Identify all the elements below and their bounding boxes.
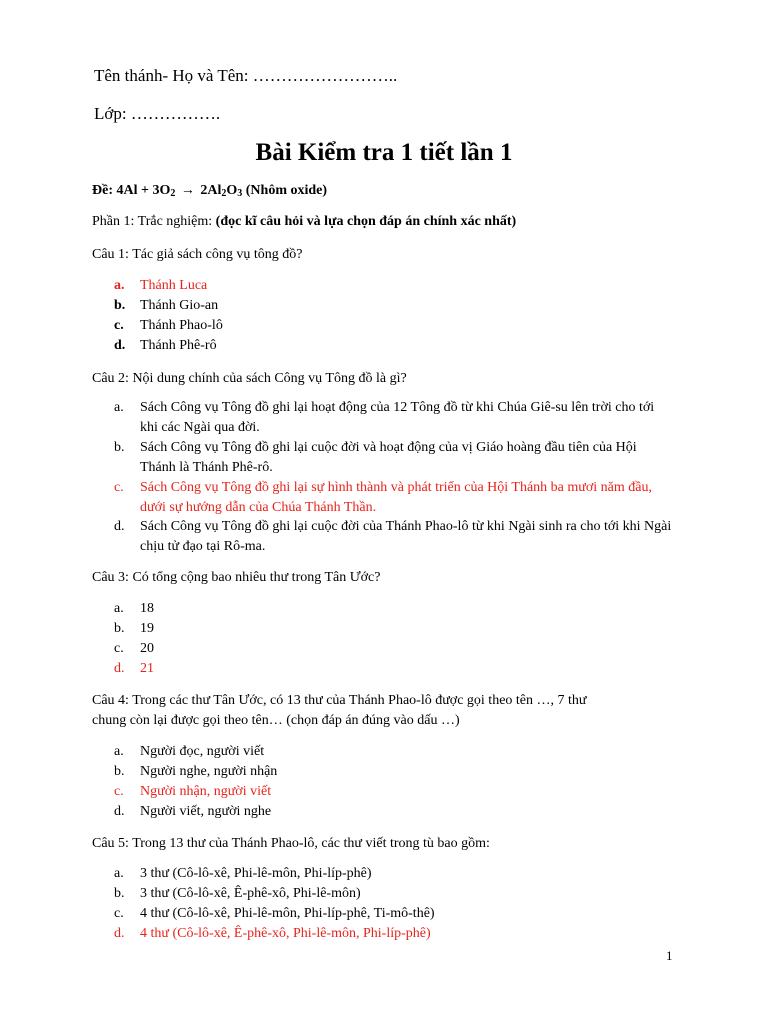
option-text: 3 thư (Cô-lô-xê, Phi-lê-môn, Phi-líp-phê) [140,866,372,881]
option-text: Người nghe, người nhận [140,764,278,779]
option-marker: b. [114,440,125,455]
exam-topic-line [92,181,692,201]
option-text: 4 thư (Cô-lô-xê, Ê-phê-xô, Phi-lê-môn, Phi-líp-phê) [140,926,431,941]
section-heading [92,212,692,232]
question-5-option-c [114,904,674,924]
option-text: Người đọc, người viết [140,744,265,759]
option-marker: b. [114,764,125,779]
question-2-option-c [114,478,674,518]
option-text: Thánh Phê-rô [140,338,217,353]
question-4-option-b [114,762,674,782]
option-marker: c. [114,318,124,333]
option-text: Thánh Phao-lô [140,318,223,333]
formula-sub-2: 2 [221,188,227,199]
option-marker: a. [114,744,124,759]
option-marker: a. [114,866,124,881]
question-1-text: Câu 1: Tác giả sách công vụ tông đồ? [92,247,303,262]
question-4-option-c [114,782,674,802]
option-marker: d. [114,804,125,819]
question-3-option-c [114,639,674,659]
option-marker: a. [114,601,124,616]
option-marker: b. [114,298,126,313]
page-title: Bài Kiểm tra 1 tiết lần 1 [255,139,513,166]
question-4-option-a [114,742,674,762]
formula-left: 4Al + 3O [116,183,171,198]
option-text: Sách Công vụ Tông đồ ghi lại cuộc đời và hoạt động của vị Giáo hoàng đầu tiên của Hội Thánh là Thánh Phê-rô. [140,440,637,475]
question-1-option-d [114,336,674,356]
question-3-text: Câu 3: Có tổng cộng bao nhiêu thư trong Tân Ước? [92,570,381,585]
option-marker: b. [114,886,125,901]
question-1-option-b [114,296,674,316]
option-marker: c. [114,641,124,656]
question-2-option-a [114,398,674,438]
question-2-text: Câu 2: Nội dung chính của sách Công vụ Tông đồ là gì? [92,371,407,386]
option-text: Thánh Gio-an [140,298,219,313]
option-text: 4 thư (Cô-lô-xê, Phi-lê-môn, Phi-líp-phê, Ti-mô-thê) [140,906,435,921]
question-2-option-d [114,517,674,557]
section-instruction: (đọc kĩ câu hỏi và lựa chọn đáp án chính xác nhất) [215,214,517,229]
question-3-option-b [114,619,674,639]
option-text: 21 [140,661,154,676]
option-text: 20 [140,641,154,656]
option-marker: d. [114,926,125,941]
option-marker: c. [114,906,124,921]
option-text: 18 [140,601,154,616]
reaction-arrow-icon: → [180,183,195,198]
question-1-option-a [114,276,674,296]
option-text: Sách Công vụ Tông đồ ghi lại sự hình thành và phát triển của Hội Thánh ba mươi năm đầu, dưới sự hướng dẫn của Chúa Thánh Thần. [140,480,652,515]
class-line: Lớp: ……………. [94,104,221,123]
formula-right: 2Al [200,183,222,198]
option-text: Sách Công vụ Tông đồ ghi lại cuộc đời của Thánh Phao-lô từ khi Ngài sinh ra cho tới khi Ngài chịu tử đạo tại Rô-ma. [140,519,672,554]
formula-o: O [226,183,238,198]
section-label: Phần 1: Trắc nghiệm: [92,214,213,229]
option-marker: d. [114,519,125,534]
option-marker: d. [114,661,125,676]
student-name-line: Tên thánh- Họ và Tên: …………………….. [94,66,398,85]
question-4-option-d [114,802,674,822]
question-3-option-a [114,599,674,619]
question-5-option-a [114,864,674,884]
option-text: Người viết, người nghe [140,804,272,819]
option-marker: a. [114,400,124,415]
option-text: Thánh Luca [140,278,208,293]
page-number: 1 [666,948,673,963]
option-marker: d. [114,338,126,353]
question-5-option-d [114,924,674,944]
question-3-option-d [114,659,674,679]
question-5-option-b [114,884,674,904]
option-text: Người nhận, người viết [140,784,272,799]
question-4-text-line1: Câu 4: Trong các thư Tân Ước, có 13 thư của Thánh Phao-lô được gọi theo tên …, 7 thư [92,693,587,708]
question-1-option-c [114,316,674,336]
option-text: Sách Công vụ Tông đồ ghi lại hoạt động của 12 Tông đồ từ khi Chúa Giê-su lên trời cho tới khi các Ngài qua đời. [140,400,655,435]
question-2-option-b [114,438,674,478]
formula-sub-3: 3 [237,188,243,199]
formula-note: (Nhôm oxide) [245,183,328,198]
exam-topic-label: Đề: [92,183,113,198]
option-marker: a. [114,278,125,293]
question-5-text: Câu 5: Trong 13 thư của Thánh Phao-lô, các thư viết trong tù bao gồm: [92,836,490,851]
option-marker: b. [114,621,125,636]
option-text: 3 thư (Cô-lô-xê, Ê-phê-xô, Phi-lê-môn) [140,886,361,901]
option-marker: c. [114,480,124,495]
option-text: 19 [140,621,154,636]
question-4-text-line2: chung còn lại được gọi theo tên… (chọn đáp án đúng vào dấu …) [92,713,460,728]
option-marker: c. [114,784,124,799]
formula-sub-1: 2 [170,188,176,199]
